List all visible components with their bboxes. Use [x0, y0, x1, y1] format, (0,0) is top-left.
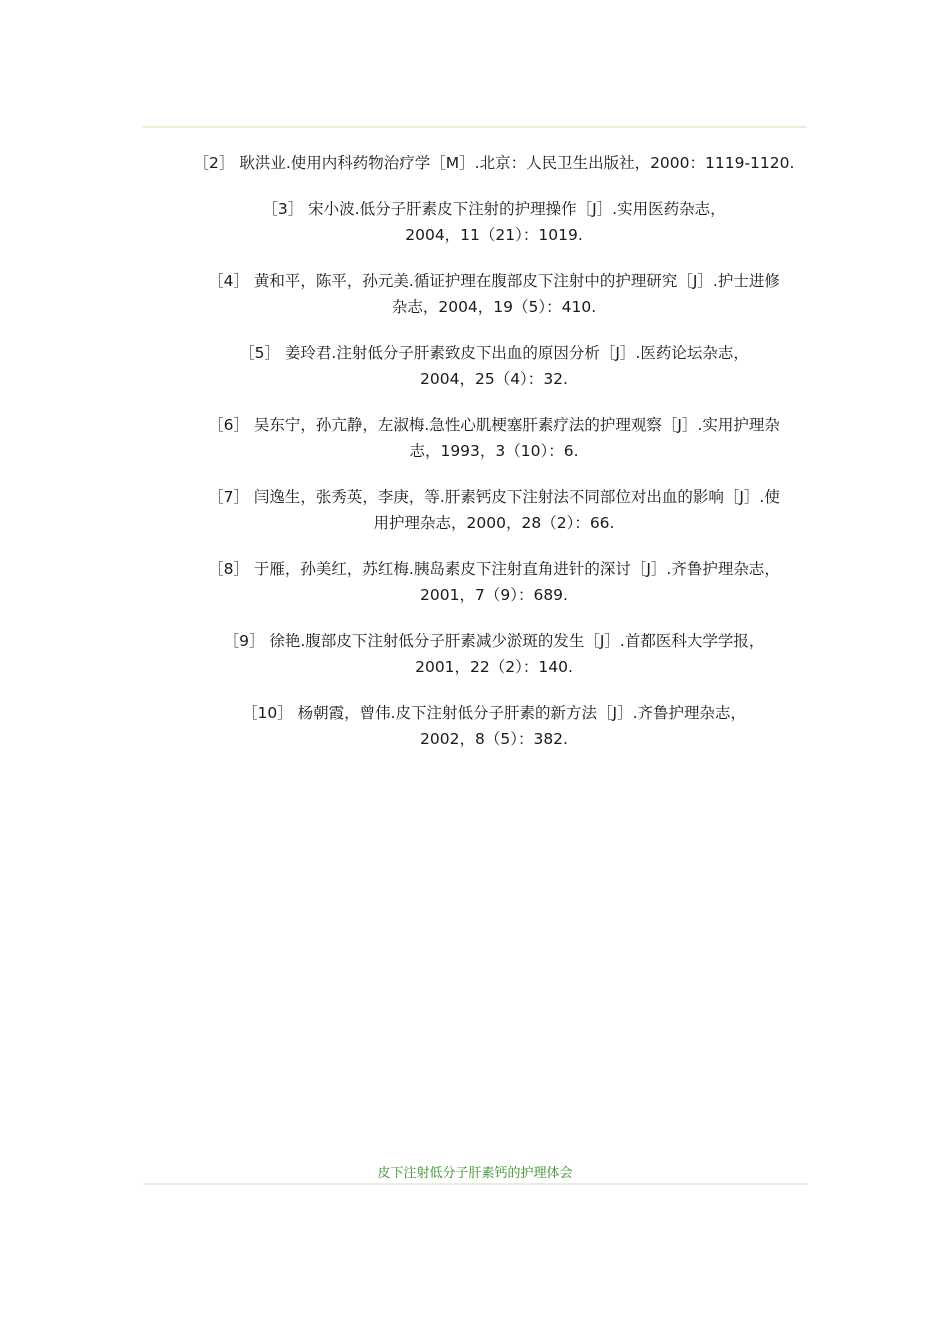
reference-line: ［9］ 徐艳.腹部皮下注射低分子肝素减少淤斑的发生［J］.首都医科大学学报，: [223, 632, 765, 650]
reference-item-10: [180, 700, 808, 752]
reference-line: ［10］ 杨朝霞，曾伟.皮下注射低分子肝素的新方法［J］.齐鲁护理杂志，: [241, 704, 747, 722]
reference-item-3: [180, 196, 808, 248]
reference-line: 2002，8（5）：382.: [420, 730, 568, 748]
reference-line: ［4］ 黄和平，陈平，孙元美.循证护理在腹部皮下注射中的护理研究［J］.护士进修: [208, 272, 780, 290]
reference-line: 杂志，2004，19（5）：410.: [391, 298, 597, 316]
reference-item-4: [180, 268, 808, 320]
header-rule: [143, 126, 807, 128]
reference-line: ［7］ 闫逸生，张秀英，李庚，等.肝素钙皮下注射法不同部位对出血的影响［J］.使: [208, 488, 780, 506]
reference-line: ［6］ 吴东宁，孙亢静，左淑梅.急性心肌梗塞肝素疗法的护理观察［J］.实用护理杂: [208, 416, 780, 434]
reference-line: ［8］ 于雁，孙美红，苏红梅.胰岛素皮下注射直角进针的深讨［J］.齐鲁护理杂志，: [208, 560, 780, 578]
reference-line: ［3］ 宋小波.低分子肝素皮下注射的护理操作［J］.实用医药杂志，: [262, 200, 726, 218]
reference-line: 2001，7（9）：689.: [420, 586, 568, 604]
reference-item-5: [180, 340, 808, 392]
reference-line: ［2］ 耿洪业.使用内科药物治疗学［M］.北京：人民卫生出版社，2000：1119-1120.: [193, 154, 795, 172]
reference-item-2: [180, 150, 808, 176]
reference-line: 2001，22（2）：140.: [415, 658, 573, 676]
reference-line: 2004，25（4）：32.: [420, 370, 568, 388]
reference-item-6: [180, 412, 808, 464]
reference-item-9: [180, 628, 808, 680]
reference-list: [180, 150, 808, 772]
footer-title: 皮下注射低分子肝素钙的护理体会: [377, 1166, 573, 1181]
reference-line: 2004，11（21）：1019.: [405, 226, 583, 244]
reference-line: 用护理杂志，2000，28（2）：66.: [373, 514, 615, 532]
reference-item-7: [180, 484, 808, 536]
reference-line: 志，1993，3（10）：6.: [409, 442, 579, 460]
footer-rule: [143, 1183, 807, 1185]
reference-item-8: [180, 556, 808, 608]
reference-line: ［5］ 姜玲君.注射低分子肝素致皮下出血的原因分析［J］.医药论坛杂志，: [239, 344, 749, 362]
